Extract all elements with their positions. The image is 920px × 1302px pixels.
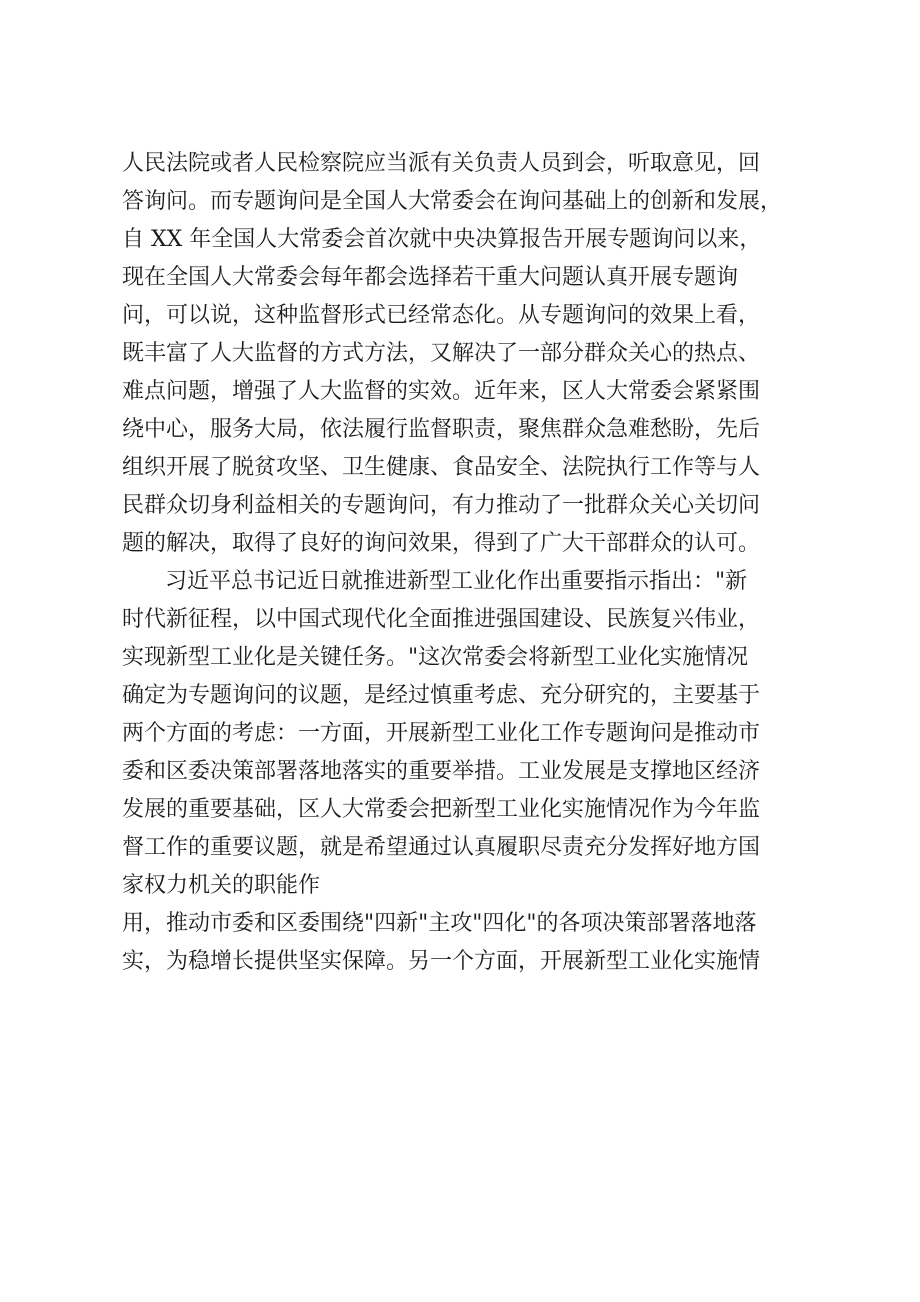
paragraph-line: 组织开展了脱贫攻坚、卫生健康、食品安全、法院执行工作等与人 — [122, 455, 761, 480]
paragraph-line: 问，可以说，这种监督形式已经常态化。从专题询问的效果上看， — [122, 303, 761, 328]
paragraph-line: 实，为稳增长提供坚实保障。另一个方面，开展新型工业化实施情 — [122, 949, 761, 974]
paragraph-line: 现在全国人大常委会每年都会选择若干重大问题认真开展专题询 — [122, 265, 739, 290]
paragraph-line: 既丰富了人大监督的方式方法，又解决了一部分群众关心的热点、 — [122, 341, 761, 366]
paragraph-line: 时代新征程，以中国式现代化全面推进强国建设、民族复兴伟业， — [122, 607, 761, 632]
paragraph-line: 确定为专题询问的议题，是经过慎重考虑、充分研究的，主要基于 — [122, 683, 761, 708]
paragraph-line: 委和区委决策部署落地落实的重要举措。工业发展是支撑地区经济 — [122, 759, 761, 784]
paragraph-line: 实现新型工业化是关键任务。"这次常委会将新型工业化实施情况 — [122, 645, 749, 670]
paragraph-line: 家权力机关的职能作 — [122, 873, 321, 898]
paragraph-line: 答询问。而专题询问是全国人大常委会在询问基础上的创新和发展， — [122, 189, 783, 214]
paragraph-line: 发展的重要基础，区人大常委会把新型工业化实施情况作为今年监 — [122, 797, 761, 822]
paragraph-line: 督工作的重要议题，就是希望通过认真履职尽责充分发挥好地方国 — [122, 835, 761, 860]
paragraph-first-line: 习近平总书记近日就推进新型工业化作出重要指示指出："新 — [165, 569, 748, 594]
paragraph-line: 民群众切身利益相关的专题询问，有力推动了一批群众关心关切问 — [122, 493, 761, 518]
paragraph-line: 绕中心，服务大局，依法履行监督职责，聚焦群众急难愁盼，先后 — [122, 417, 761, 442]
paragraph-line: 题的解决，取得了良好的询问效果，得到了广大干部群众的认可。 — [122, 531, 761, 556]
paragraph-line: 两个方面的考虑：一方面，开展新型工业化工作专题询问是推动市 — [122, 721, 761, 746]
paragraph-line: 自 XX 年全国人大常委会首次就中央决算报告开展专题询问以来， — [122, 227, 762, 252]
paragraph-line: 用，推动市委和区委围绕"四新"主攻"四化"的各项决策部署落地落 — [122, 911, 757, 936]
paragraph-line: 人民法院或者人民检察院应当派有关负责人员到会，听取意见，回 — [122, 151, 761, 176]
paragraph-line: 难点问题，增强了人大监督的实效。近年来，区人大常委会紧紧围 — [122, 379, 761, 404]
